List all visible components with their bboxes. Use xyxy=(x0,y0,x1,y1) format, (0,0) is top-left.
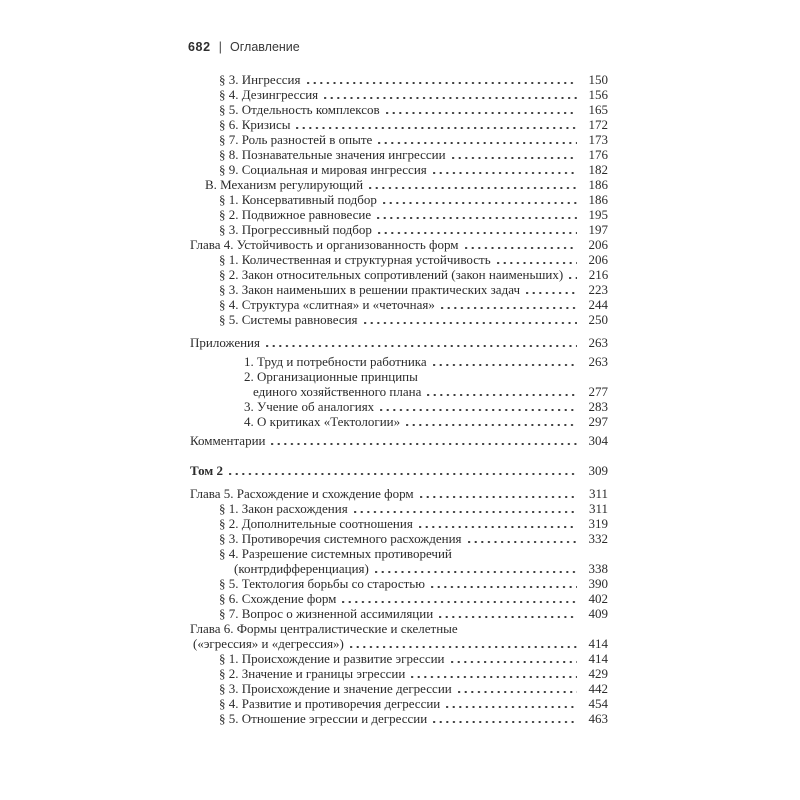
table-of-contents xyxy=(188,72,608,726)
dot-leader xyxy=(441,297,577,312)
toc-page-number: 297 xyxy=(588,414,608,429)
toc-entry-row xyxy=(188,501,608,516)
toc-entry-label: § 6. Кризисы xyxy=(219,117,291,132)
toc-entry-label: § 2. Значение и границы эгрессии xyxy=(219,666,406,681)
dot-leader xyxy=(526,282,577,297)
toc-entry-row xyxy=(188,591,608,606)
toc-entry-row xyxy=(188,486,608,501)
toc-entry-label: § 5. Системы равновесия xyxy=(219,312,358,327)
toc-page-number: 442 xyxy=(588,681,608,696)
toc-entry-row xyxy=(188,651,608,666)
toc-page-number: 172 xyxy=(588,117,608,132)
toc-page-number: 409 xyxy=(588,606,608,621)
toc-page-number: 277 xyxy=(588,384,608,399)
toc-entry-row xyxy=(188,681,608,696)
toc-entry-row xyxy=(188,606,608,621)
dot-leader xyxy=(378,222,577,237)
toc-page-number: 150 xyxy=(588,72,608,87)
toc-entry-row xyxy=(188,516,608,531)
toc-page-number: 402 xyxy=(588,591,608,606)
running-section-title: Оглавление xyxy=(230,40,300,54)
toc-entry-row xyxy=(188,636,608,651)
toc-entry-row xyxy=(188,147,608,162)
toc-entry-label: единого хозяйственного плана xyxy=(253,384,422,399)
toc-page-number: 414 xyxy=(588,651,608,666)
dot-leader xyxy=(377,207,577,222)
toc-page-number: 165 xyxy=(588,102,608,117)
dot-leader xyxy=(324,87,577,102)
toc-entry-row xyxy=(188,561,608,576)
dot-leader xyxy=(229,463,577,478)
toc-page-number: 186 xyxy=(588,177,608,192)
toc-entry-row xyxy=(188,297,608,312)
toc-entry-label: § 4. Развитие и противоречия дегрессии xyxy=(219,696,441,711)
toc-page-number: 338 xyxy=(588,561,608,576)
toc-entry-label: § 2. Подвижное равновесие xyxy=(219,207,372,222)
toc-entry-row xyxy=(188,433,608,448)
toc-entry-label: § 7. Вопрос о жизненной ассимиляции xyxy=(219,606,434,621)
toc-page-number: 197 xyxy=(588,222,608,237)
toc-entry-label: § 6. Схождение форм xyxy=(219,591,337,606)
toc-entry-row xyxy=(188,335,608,350)
running-page-number: 682 xyxy=(188,40,211,54)
toc-entry-row xyxy=(188,72,608,87)
toc-entry-row xyxy=(188,399,608,414)
toc-entry-label: (контрдифференциация) xyxy=(234,561,369,576)
toc-page-number: 283 xyxy=(588,399,608,414)
dot-leader xyxy=(364,312,577,327)
toc-page-number: 176 xyxy=(588,147,608,162)
toc-page-number: 332 xyxy=(588,531,608,546)
toc-page-number: 182 xyxy=(588,162,608,177)
toc-page-number: 223 xyxy=(588,282,608,297)
toc-entry-row xyxy=(188,414,608,429)
toc-page-number: 429 xyxy=(588,666,608,681)
dot-leader xyxy=(465,237,578,252)
toc-entry-label: Приложения xyxy=(190,335,260,350)
dot-leader xyxy=(420,486,577,501)
toc-page-number: 463 xyxy=(588,711,608,726)
toc-entry-label: («эгрессия» и «дегрессия») xyxy=(193,636,344,651)
dot-leader xyxy=(452,147,577,162)
toc-page-number: 156 xyxy=(588,87,608,102)
dot-leader xyxy=(411,666,577,681)
toc-page-number: 319 xyxy=(588,516,608,531)
toc-entry-row xyxy=(188,312,608,327)
dot-leader xyxy=(431,576,577,591)
toc-entry-label: § 4. Структура «слитная» и «четочная» xyxy=(219,297,435,312)
toc-entry-label: 1. Труд и потребности работника xyxy=(244,354,427,369)
toc-entry-row xyxy=(188,222,608,237)
dot-leader xyxy=(380,399,577,414)
dot-leader xyxy=(271,433,577,448)
toc-entry-row xyxy=(188,177,608,192)
toc-entry-label: § 3. Происхождение и значение дегрессии xyxy=(219,681,452,696)
dot-leader xyxy=(439,606,577,621)
toc-entry-row xyxy=(188,207,608,222)
toc-page-number: 263 xyxy=(588,354,608,369)
toc-entry-row xyxy=(188,666,608,681)
toc-entry-label: § 3. Закон наименьших в решении практических задач xyxy=(219,282,520,297)
toc-page-number: 309 xyxy=(588,463,608,478)
page-header xyxy=(188,40,300,54)
toc-entry-row xyxy=(188,132,608,147)
toc-entry-label: Глава 4. Устойчивость и организованность форм xyxy=(190,237,459,252)
dot-leader xyxy=(369,177,577,192)
toc-page-number: 414 xyxy=(588,636,608,651)
dot-leader xyxy=(497,252,577,267)
toc-entry-row xyxy=(188,384,608,399)
toc-entry-row xyxy=(188,282,608,297)
toc-page-number: 390 xyxy=(588,576,608,591)
toc-page-number: 244 xyxy=(588,297,608,312)
toc-page-number: 173 xyxy=(588,132,608,147)
toc-entry-label: § 4. Дезингрессия xyxy=(219,87,319,102)
toc-entry-row xyxy=(188,267,608,282)
toc-page-number: 206 xyxy=(588,252,608,267)
dot-leader xyxy=(433,354,577,369)
toc-entry-label: Том 2 xyxy=(190,463,223,478)
toc-page-number: 216 xyxy=(588,267,609,282)
toc-entry-row xyxy=(188,102,608,117)
toc-entry-label: В. Механизм регулирующий xyxy=(205,177,364,192)
toc-page-number: 250 xyxy=(588,312,608,327)
toc-entry-label: § 1. Закон расхождения xyxy=(219,501,348,516)
dot-leader xyxy=(446,696,577,711)
toc-entry-label: § 4. Разрешение системных противоречий xyxy=(219,546,452,561)
dot-leader xyxy=(468,531,577,546)
dot-leader xyxy=(569,267,577,282)
toc-entry-row xyxy=(188,87,608,102)
toc-page-number: 186 xyxy=(588,192,608,207)
toc-entry-label: § 2. Дополнительные соотношения xyxy=(219,516,413,531)
toc-entry-label: § 5. Отдельность комплексов xyxy=(219,102,380,117)
toc-entry-label: § 1. Консервативный подбор xyxy=(219,192,377,207)
toc-entry-label: § 3. Ингрессия xyxy=(219,72,301,87)
toc-entry-label: 3. Учение об аналогиях xyxy=(244,399,375,414)
toc-entry-row xyxy=(188,192,608,207)
toc-entry-row xyxy=(188,369,608,384)
dot-leader xyxy=(296,117,577,132)
toc-entry-row xyxy=(188,576,608,591)
toc-entry-label: § 5. Тектология борьбы со старостью xyxy=(219,576,425,591)
toc-entry-label: § 2. Закон относительных сопротивлений (закон наименьших) xyxy=(219,267,564,282)
toc-entry-row xyxy=(188,463,608,478)
toc-entry-label: § 5. Отношение эгрессии и дегрессии xyxy=(219,711,428,726)
dot-leader xyxy=(419,516,577,531)
dot-leader xyxy=(378,132,577,147)
toc-entry-row xyxy=(188,546,608,561)
dot-leader xyxy=(266,335,577,350)
toc-entry-label: 2. Организационные принципы xyxy=(244,369,418,384)
toc-entry-label: 4. О критиках «Тектологии» xyxy=(244,414,401,429)
toc-entry-row xyxy=(188,252,608,267)
dot-leader xyxy=(433,162,577,177)
dot-leader xyxy=(386,102,577,117)
toc-entry-label: § 7. Роль разностей в опыте xyxy=(219,132,373,147)
dot-leader xyxy=(350,636,577,651)
toc-entry-label: § 3. Противоречия системного расхождения xyxy=(219,531,462,546)
toc-entry-label: § 1. Количественная и структурная устойчивость xyxy=(219,252,491,267)
toc-entry-row xyxy=(188,696,608,711)
toc-page-number: 206 xyxy=(588,237,608,252)
toc-entry-label: § 9. Социальная и мировая ингрессия xyxy=(219,162,427,177)
toc-entry-label: Комментарии xyxy=(190,433,266,448)
toc-entry-row xyxy=(188,711,608,726)
toc-entry-row xyxy=(188,531,608,546)
toc-page-number: 195 xyxy=(588,207,608,222)
toc-page-number: 304 xyxy=(588,433,608,448)
toc-entry-row xyxy=(188,162,608,177)
toc-entry-label: Глава 5. Расхождение и схождение форм xyxy=(190,486,414,501)
dot-leader xyxy=(427,384,577,399)
toc-page-number: 454 xyxy=(588,696,608,711)
dot-leader xyxy=(451,651,577,666)
dot-leader xyxy=(307,72,578,87)
toc-page-number: 311 xyxy=(588,486,608,501)
dot-leader xyxy=(375,561,577,576)
toc-entry-row xyxy=(188,117,608,132)
toc-entry-row xyxy=(188,237,608,252)
dot-leader xyxy=(383,192,577,207)
toc-entry-label: Глава 6. Формы централистические и скелетные xyxy=(190,621,458,636)
dot-leader xyxy=(458,681,577,696)
dot-leader xyxy=(406,414,577,429)
header-divider: | xyxy=(218,39,223,54)
toc-entry-row xyxy=(188,354,608,369)
toc-entry-row xyxy=(188,621,608,636)
toc-page-number: 311 xyxy=(588,501,608,516)
dot-leader xyxy=(433,711,577,726)
toc-page-number: 263 xyxy=(588,335,608,350)
toc-entry-label: § 8. Познавательные значения ингрессии xyxy=(219,147,446,162)
toc-entry-label: § 3. Прогрессивный подбор xyxy=(219,222,372,237)
toc-entry-label: § 1. Происхождение и развитие эгрессии xyxy=(219,651,445,666)
dot-leader xyxy=(354,501,577,516)
dot-leader xyxy=(342,591,577,606)
